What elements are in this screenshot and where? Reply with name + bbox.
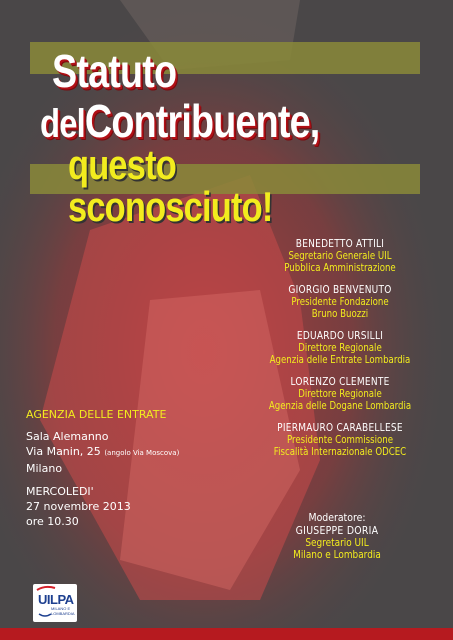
venue-street-note: (angolo Via Moscova)	[104, 449, 180, 457]
speaker-role: Agenzia delle Dogane Lombardia	[268, 400, 412, 412]
event-day: MERCOLEDI'	[26, 485, 94, 498]
speaker-role: Segretario Generale UIL	[288, 250, 392, 262]
speaker-name: EDUARDO URSILLI	[296, 329, 384, 342]
speaker	[254, 421, 426, 458]
speaker-name: PIERMAURO CARABELLESE	[277, 421, 403, 434]
moderator-label: Moderatore:	[308, 511, 366, 524]
speaker-name: LORENZO CLEMENTE	[290, 375, 390, 388]
speaker	[254, 375, 426, 412]
title-line-2-prefix: del	[40, 102, 85, 146]
title-line-2	[40, 95, 320, 147]
speaker	[254, 329, 426, 366]
speaker-role: Agenzia delle Entrate Lombardia	[269, 354, 411, 366]
speaker-role: Direttore Regionale	[298, 342, 382, 354]
title-line-3: questo sconosciuto!	[68, 141, 273, 230]
speaker-role: Fiscalità Internazionale ODCEC	[273, 446, 407, 458]
speaker-role: Presidente Fondazione	[291, 296, 389, 308]
moderator-role: Segretario UIL	[305, 537, 369, 549]
venue-city: Milano	[26, 462, 63, 475]
speakers-list	[254, 237, 426, 467]
logo-sub	[51, 606, 75, 616]
speaker-name: GIORGIO BENVENUTO	[288, 283, 392, 296]
speaker	[254, 237, 426, 274]
title-line-2-main: Contribuente,	[84, 95, 320, 147]
title-line-1: Statuto	[52, 45, 177, 97]
logo-sub-line: MILANO E	[51, 606, 71, 611]
moderator-role: Milano e Lombardia	[293, 549, 381, 561]
venue-agency: AGENZIA DELLE ENTRATE	[26, 408, 167, 421]
venue-street-name: Via Manin, 25	[26, 445, 101, 458]
moderator-name: GIUSEPPE DORIA	[295, 524, 379, 537]
event-time: ore 10.30	[26, 515, 79, 528]
speaker-role: Presidente Commissione	[286, 434, 394, 446]
moderator-block	[273, 511, 401, 561]
speaker	[254, 283, 426, 320]
speaker-name: BENEDETTO ATTILI	[295, 237, 385, 250]
venue-street	[26, 444, 179, 461]
event-venue	[26, 408, 179, 529]
speaker-role: Pubblica Amministrazione	[284, 262, 396, 274]
event-date: 27 novembre 2013	[26, 500, 131, 513]
bottom-bar	[0, 628, 453, 640]
logo-brand: UILPA	[38, 592, 74, 607]
speaker-role: Direttore Regionale	[298, 388, 382, 400]
venue-room: Sala Alemanno	[26, 430, 109, 443]
uilpa-logo	[33, 584, 77, 622]
speaker-role: Bruno Buozzi	[311, 308, 369, 320]
logo-sub-line: LOMBARDIA	[51, 611, 75, 616]
